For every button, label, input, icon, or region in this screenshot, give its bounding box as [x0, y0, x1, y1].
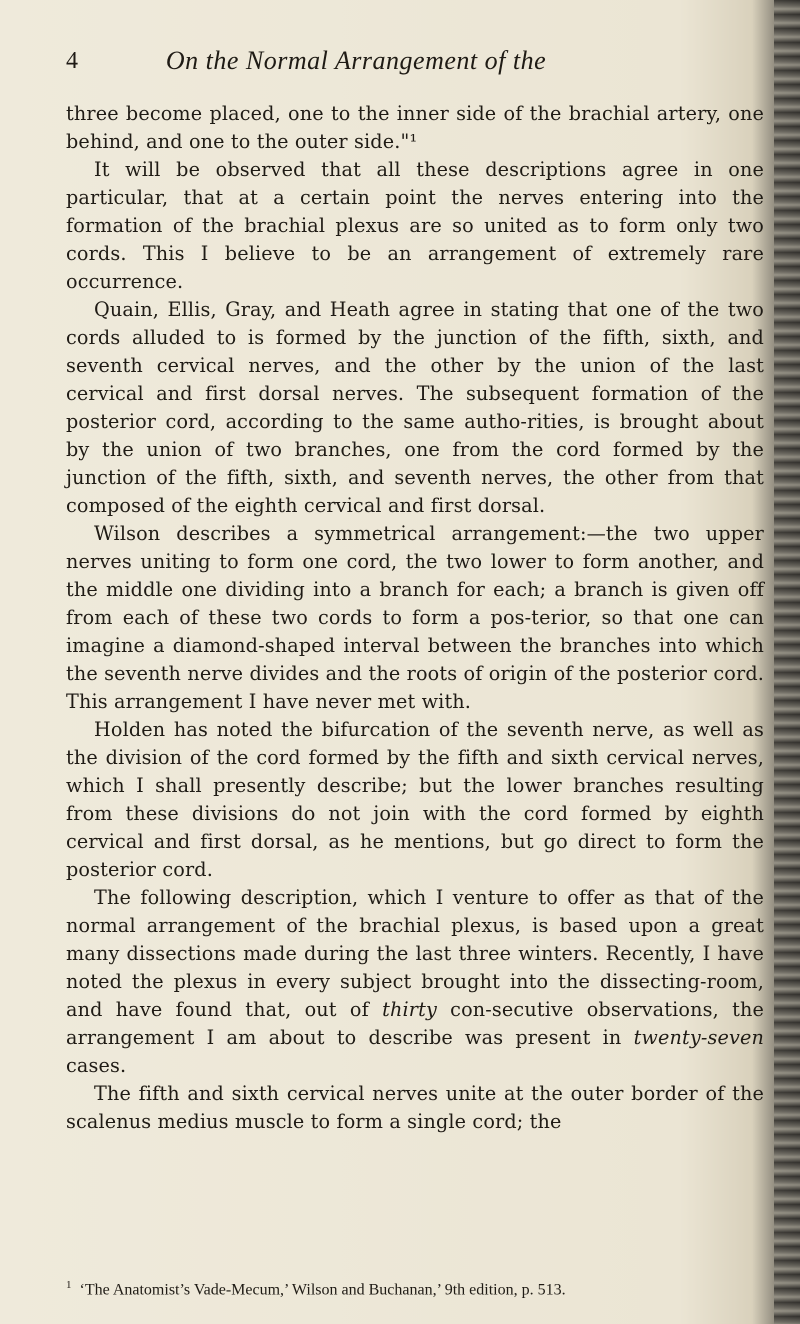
page-header — [66, 46, 766, 86]
paragraph: three become placed, one to the inner side of the brachial artery, one behind, and one to the outer side."¹ — [66, 102, 764, 153]
paragraph: The fifth and sixth cervical nerves unite at the outer border of the scalenus medius muscle to form a single cord; the — [66, 1082, 764, 1133]
running-head: On the Normal Arrangement of the — [165, 46, 547, 75]
footnote-marker: 1 — [66, 1279, 72, 1291]
emphasis-twenty-seven: twenty-seven — [633, 1026, 764, 1049]
page-number: 4 — [66, 48, 78, 74]
paragraph: Holden has noted the bifurcation of the seventh nerve, as well as the division of the cord formed by the fifth and sixth cervical nerves, which I shall presently describe; but the lower branches resulting from these divisions do not join with the cord formed by eighth cervical and first dorsal, as he mentions, but go direct to form the posterior cord. — [66, 718, 764, 881]
paragraph-text: The following description, which I venture to offer as that of the normal arrangement of the brachial plexus, is based upon a great many dissections made during the last three winters. Recently, I have noted the plexus in every subject brought into the dissecting-room, and have found that, out of — [66, 886, 764, 1021]
page-edge-shadow — [774, 0, 800, 1324]
body-text — [66, 100, 764, 1136]
paragraph: Quain, Ellis, Gray, and Heath agree in stating that one of the two cords alluded to is formed by the junction of the fifth, sixth, and seventh cervical nerves, and the other by the union of the last cervical and first dorsal nerves. The subsequent formation of the posterior cord, according to the same autho-rities, is brought about by the union of two branches, one from the cord formed by the junction of the fifth, sixth, and seventh nerves, the other from that composed of the eighth cervical and first dorsal. — [66, 298, 764, 517]
paragraph-text: cases. — [66, 1054, 127, 1077]
emphasis-thirty: thirty — [382, 998, 437, 1021]
footnote-text: ‘The Anatomist’s Vade-Mecum,’ Wilson and Buchanan,’ 9th edition, p. 513. — [79, 1281, 566, 1299]
paragraph: Wilson describes a symmetrical arrangement:—the two upper nerves uniting to form one cord, the two lower to form another, and the middle one dividing into a branch for each; a branch is given off from each of these two cords to form a pos-terior, so that one can imagine a diamond-shaped interval between the branches into which the seventh nerve divides and the roots of origin of the posterior cord. This arrangement I have never met with. — [66, 522, 764, 713]
paragraph — [66, 884, 764, 1080]
paragraph: It will be observed that all these descriptions agree in one particular, that at a certain point the nerves entering into the formation of the brachial plexus are so united as to form only two cords. This I believe to be an arrangement of extremely rare occurrence. — [66, 158, 764, 293]
paragraph-text: con-secutive observations, the arrangement I am about to describe was present in — [66, 998, 764, 1049]
footnote — [66, 1275, 764, 1300]
